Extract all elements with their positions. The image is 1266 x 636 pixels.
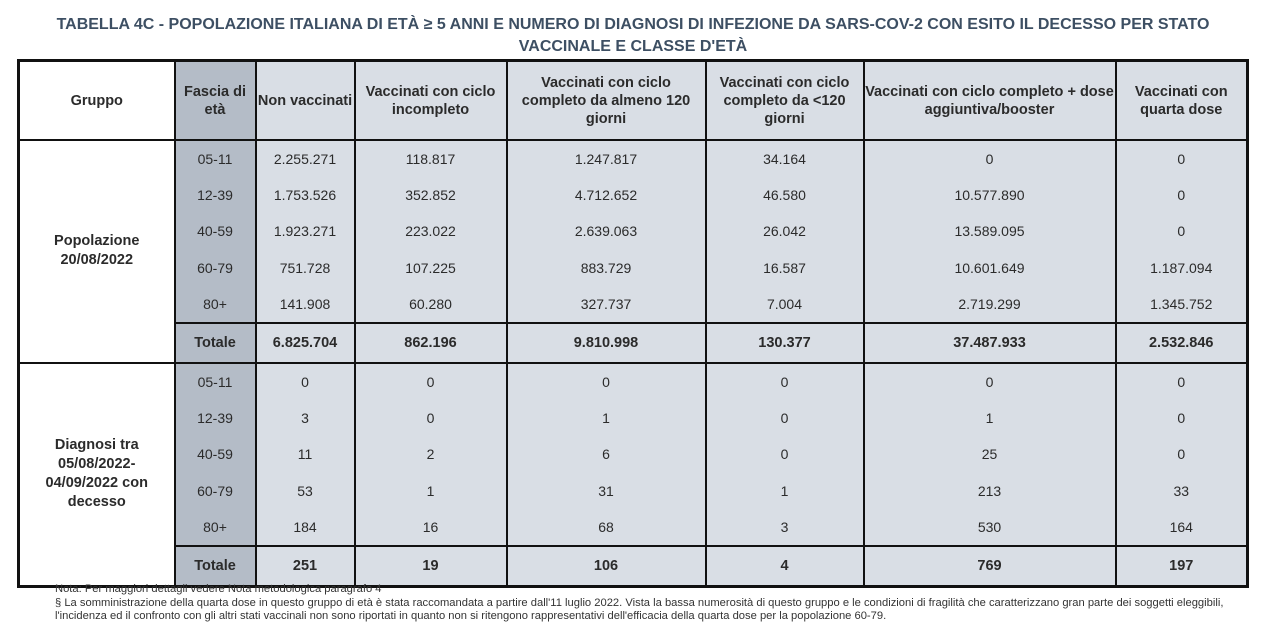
value-cell-non-vaccinati: 2.255.271 bbox=[256, 140, 355, 177]
value-cell-ciclo-incompleto: 16 bbox=[355, 509, 507, 546]
value-cell-ciclo-completo-lt120: 1 bbox=[706, 473, 864, 509]
value-cell-ciclo-completo-120: 883.729 bbox=[507, 250, 706, 286]
total-cell-ciclo-incompleto: 862.196 bbox=[355, 323, 507, 363]
total-cell-booster: 769 bbox=[864, 546, 1116, 587]
table-row bbox=[19, 473, 1248, 509]
value-cell-ciclo-completo-lt120: 3 bbox=[706, 509, 864, 546]
value-cell-booster: 2.719.299 bbox=[864, 286, 1116, 323]
note-line: § La somministrazione della quarta dose in questo gruppo di età è stata raccomandata a partire dall'11 luglio 2022. Vista la bassa numerosità di questo gruppo e le condizioni di fragilità che caratterizzano gran parte dei soggetti eleggibili, l'incidenza ed il confronto con gli altri stati vaccinali non sono riportati in quanto non si ritengono rappresentativi dell'efficacia della quarta dose per la popolazione 60-79. bbox=[55, 596, 1224, 622]
value-cell-booster: 213 bbox=[864, 473, 1116, 509]
value-cell-ciclo-completo-lt120: 34.164 bbox=[706, 140, 864, 177]
age-band-cell: 80+ bbox=[175, 286, 256, 323]
note-line: Nota: Per maggiori dettagli vedere Nota metodologica paragrafo 4 bbox=[55, 583, 382, 595]
value-cell-ciclo-incompleto: 223.022 bbox=[355, 213, 507, 249]
value-cell-booster: 13.589.095 bbox=[864, 213, 1116, 249]
group-label: Diagnosi tra 05/08/2022- 04/09/2022 con decesso bbox=[19, 363, 175, 586]
data-table bbox=[17, 59, 1249, 588]
value-cell-ciclo-completo-120: 68 bbox=[507, 509, 706, 546]
table-title: TABELLA 4C - POPOLAZIONE ITALIANA DI ETÀ ≥ 5 ANNI E NUMERO DI DIAGNOSI DI INFEZIONE DA SARS-COV-2 CON ESITO IL DECESSO PER STATO VACCINALE E CLASSE D'ETÀ bbox=[56, 16, 1210, 55]
value-cell-ciclo-completo-120: 31 bbox=[507, 473, 706, 509]
age-band-cell: 40-59 bbox=[175, 213, 256, 249]
value-cell-ciclo-incompleto: 60.280 bbox=[355, 286, 507, 323]
total-cell-quarta-dose: 197 bbox=[1116, 546, 1248, 587]
total-cell-ciclo-completo-lt120: 130.377 bbox=[706, 323, 864, 363]
value-cell-ciclo-completo-lt120: 46.580 bbox=[706, 177, 864, 213]
age-band-cell: 40-59 bbox=[175, 436, 256, 472]
value-cell-non-vaccinati: 0 bbox=[256, 363, 355, 400]
age-band-cell: 05-11 bbox=[175, 140, 256, 177]
value-cell-ciclo-completo-lt120: 0 bbox=[706, 363, 864, 400]
total-cell-non-vaccinati: 6.825.704 bbox=[256, 323, 355, 363]
age-band-cell: 60-79 bbox=[175, 250, 256, 286]
value-cell-ciclo-incompleto: 1 bbox=[355, 473, 507, 509]
value-cell-ciclo-completo-120: 4.712.652 bbox=[507, 177, 706, 213]
value-cell-ciclo-completo-120: 1.247.817 bbox=[507, 140, 706, 177]
table-row bbox=[19, 286, 1248, 323]
total-cell-ciclo-completo-lt120: 4 bbox=[706, 546, 864, 587]
value-cell-non-vaccinati: 11 bbox=[256, 436, 355, 472]
value-cell-booster: 1 bbox=[864, 400, 1116, 436]
total-cell-ciclo-completo-120: 9.810.998 bbox=[507, 323, 706, 363]
value-cell-ciclo-completo-120: 327.737 bbox=[507, 286, 706, 323]
value-cell-ciclo-completo-lt120: 0 bbox=[706, 436, 864, 472]
total-cell-quarta-dose: 2.532.846 bbox=[1116, 323, 1248, 363]
group-label: Popolazione 20/08/2022 bbox=[19, 140, 175, 363]
value-cell-booster: 0 bbox=[864, 140, 1116, 177]
value-cell-booster: 0 bbox=[864, 363, 1116, 400]
value-cell-booster: 25 bbox=[864, 436, 1116, 472]
value-cell-non-vaccinati: 53 bbox=[256, 473, 355, 509]
header-gruppo: Gruppo bbox=[19, 61, 175, 141]
value-cell-ciclo-completo-lt120: 7.004 bbox=[706, 286, 864, 323]
total-cell-ciclo-completo-120: 106 bbox=[507, 546, 706, 587]
table-body bbox=[19, 140, 1248, 586]
value-cell-non-vaccinati: 141.908 bbox=[256, 286, 355, 323]
value-cell-quarta-dose: 33 bbox=[1116, 473, 1248, 509]
value-cell-ciclo-completo-120: 0 bbox=[507, 363, 706, 400]
age-band-cell: 05-11 bbox=[175, 363, 256, 400]
value-cell-ciclo-incompleto: 107.225 bbox=[355, 250, 507, 286]
value-cell-ciclo-incompleto: 2 bbox=[355, 436, 507, 472]
total-label: Totale bbox=[175, 546, 256, 587]
header-fascia: Fascia di età bbox=[175, 61, 256, 141]
value-cell-quarta-dose: 0 bbox=[1116, 140, 1248, 177]
value-cell-booster: 10.577.890 bbox=[864, 177, 1116, 213]
value-cell-quarta-dose: 1.345.752 bbox=[1116, 286, 1248, 323]
table-row bbox=[19, 177, 1248, 213]
value-cell-quarta-dose: 164 bbox=[1116, 509, 1248, 546]
value-cell-non-vaccinati: 751.728 bbox=[256, 250, 355, 286]
value-cell-ciclo-incompleto: 352.852 bbox=[355, 177, 507, 213]
value-cell-ciclo-completo-lt120: 26.042 bbox=[706, 213, 864, 249]
value-cell-ciclo-incompleto: 118.817 bbox=[355, 140, 507, 177]
value-cell-quarta-dose: 0 bbox=[1116, 177, 1248, 213]
total-cell-non-vaccinati: 251 bbox=[256, 546, 355, 587]
age-band-cell: 60-79 bbox=[175, 473, 256, 509]
value-cell-quarta-dose: 1.187.094 bbox=[1116, 250, 1248, 286]
value-cell-quarta-dose: 0 bbox=[1116, 400, 1248, 436]
total-row bbox=[19, 546, 1248, 587]
value-cell-ciclo-completo-lt120: 0 bbox=[706, 400, 864, 436]
header-ciclo-incompleto: Vaccinati con ciclo incompleto bbox=[355, 61, 507, 141]
table-row bbox=[19, 213, 1248, 249]
table-row bbox=[19, 436, 1248, 472]
total-row bbox=[19, 323, 1248, 363]
age-band-cell: 12-39 bbox=[175, 177, 256, 213]
header-non-vaccinati: Non vaccinati bbox=[256, 61, 355, 141]
value-cell-booster: 530 bbox=[864, 509, 1116, 546]
footnotes bbox=[55, 583, 1245, 624]
value-cell-ciclo-completo-120: 6 bbox=[507, 436, 706, 472]
value-cell-quarta-dose: 0 bbox=[1116, 213, 1248, 249]
value-cell-ciclo-completo-120: 1 bbox=[507, 400, 706, 436]
value-cell-non-vaccinati: 1.753.526 bbox=[256, 177, 355, 213]
value-cell-non-vaccinati: 1.923.271 bbox=[256, 213, 355, 249]
header-quarta-dose: Vaccinati con quarta dose bbox=[1116, 61, 1248, 141]
table-row bbox=[19, 363, 1248, 400]
value-cell-ciclo-incompleto: 0 bbox=[355, 363, 507, 400]
value-cell-ciclo-incompleto: 0 bbox=[355, 400, 507, 436]
table-row bbox=[19, 140, 1248, 177]
value-cell-quarta-dose: 0 bbox=[1116, 436, 1248, 472]
value-cell-non-vaccinati: 3 bbox=[256, 400, 355, 436]
age-band-cell: 80+ bbox=[175, 509, 256, 546]
total-label: Totale bbox=[175, 323, 256, 363]
header-booster: Vaccinati con ciclo completo + dose aggiuntiva/booster bbox=[864, 61, 1116, 141]
total-cell-booster: 37.487.933 bbox=[864, 323, 1116, 363]
total-cell-ciclo-incompleto: 19 bbox=[355, 546, 507, 587]
value-cell-ciclo-completo-120: 2.639.063 bbox=[507, 213, 706, 249]
table-row bbox=[19, 400, 1248, 436]
value-cell-non-vaccinati: 184 bbox=[256, 509, 355, 546]
age-band-cell: 12-39 bbox=[175, 400, 256, 436]
header-row bbox=[19, 61, 1248, 141]
header-ciclo-completo-120: Vaccinati con ciclo completo da almeno 120 giorni bbox=[507, 61, 706, 141]
table-row bbox=[19, 509, 1248, 546]
value-cell-booster: 10.601.649 bbox=[864, 250, 1116, 286]
header-ciclo-completo-lt120: Vaccinati con ciclo completo da <120 giorni bbox=[706, 61, 864, 141]
value-cell-quarta-dose: 0 bbox=[1116, 363, 1248, 400]
value-cell-ciclo-completo-lt120: 16.587 bbox=[706, 250, 864, 286]
table-row bbox=[19, 250, 1248, 286]
